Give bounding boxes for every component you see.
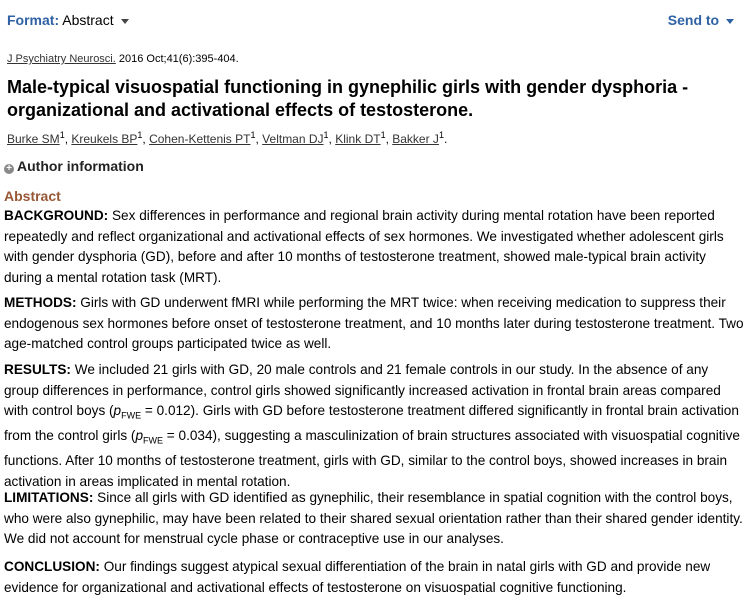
limitations-text: Since all girls with GD identified as gynephilic, their resemblance in spatial cognition with the control boys, who were also gynephilic, may have been related to their shared sexual orientation rather than their shared gender identity. We did not account for menstrual cycle phase or contraceptive use in our analyses. — [4, 490, 743, 546]
p-subscript: FWE — [121, 410, 142, 421]
journal-link[interactable]: J Psychiatry Neurosci. — [7, 53, 116, 65]
conclusion-text: Our findings suggest atypical sexual differentiation of the brain in natal girls with GD and provide new evidence for organizational and activational effects of testosterone on visuospatial cognitive functioning. — [4, 559, 711, 595]
abstract-limitations — [4, 488, 744, 550]
format-value[interactable]: Abstract — [62, 12, 114, 28]
caret-down-icon[interactable] — [726, 19, 734, 24]
background-text: Sex differences in performance and regional brain activity during mental rotation have been reported repeatedly and reflect organizational and activational effects of sex hormones. We investigated whether adolescent girls with gender dysphoria (GD), before and after 10 months of testosterone treatment, showed male-typical brain activity during a mental rotation task (MRT). — [4, 208, 724, 285]
author-information-toggle[interactable] — [4, 157, 144, 175]
p-symbol: p — [135, 428, 144, 444]
author-list: Burke $SM^1$, Kreukels $BP^1$, Cohen-Kettenis $PT^1$, Veltman $DJ^1$, Klink $DT^1$, Bakker $J^1$. — [7, 130, 448, 146]
abstract-results — [4, 360, 744, 492]
caret-down-icon[interactable] — [121, 19, 129, 24]
methods-text: Girls with GD underwent fMRI while performing the MRT twice: when receiving medication to suppress their endogenous sex hormones before onset of testosterone treatment, and 10 months later during testosterone treatment. Two age-matched control groups participated twice as well. — [4, 295, 744, 351]
author-affiliation: 1 — [250, 130, 256, 140]
author-link[interactable]: Cohen-Kettenis PT — [149, 132, 251, 146]
citation-details: 2016 Oct;41(6):395-404. — [115, 53, 239, 65]
send-to-label[interactable]: Send to — [667, 12, 720, 28]
author-affiliation: 1 — [59, 130, 65, 140]
abstract-background — [4, 206, 744, 288]
abstract-conclusion — [4, 557, 744, 598]
article-title: Male-typical visuospatial functioning in gynephilic girls with gender dysphoria - organizational and activational effects of testosterone. — [7, 77, 689, 120]
author-link[interactable]: Kreukels BP — [71, 132, 138, 146]
abstract-heading: Abstract — [4, 188, 61, 204]
send-to-button[interactable] — [668, 11, 734, 29]
format-label: Format: — [7, 12, 60, 28]
author-affiliation: 1 — [380, 130, 386, 140]
results-text-2: ). Girls with GD before testosterone treatment differed significantly in frontal brain activation from the control girls ( — [4, 403, 739, 444]
author-affiliation: 1 — [323, 130, 329, 140]
toolbar — [0, 0, 752, 40]
conclusion-label: CONCLUSION: — [4, 559, 100, 574]
author-information-label[interactable]: Author information — [17, 158, 144, 174]
methods-label: METHODS: — [4, 295, 77, 310]
author-affiliation: 1 — [438, 130, 444, 140]
results-text-3: ), suggesting a masculinization of brain structures associated with visuospatial cognitive functions. After 10 months of testosterone treatment, girls with GD, similar to the control boys, showed increases in brain activation in areas implicated in mental rotation. — [4, 428, 740, 489]
results-label: RESULTS: — [4, 362, 71, 377]
abstract-methods — [4, 293, 744, 355]
p-subscript: FWE — [143, 435, 164, 446]
format-selector[interactable] — [7, 11, 129, 29]
results-value-1: = 0.012 — [141, 403, 191, 418]
expand-plus-icon[interactable]: + — [4, 164, 14, 174]
limitations-label: LIMITATIONS: — [4, 490, 94, 505]
results-value-2: = 0.034 — [163, 428, 213, 444]
author-link[interactable]: Burke SM — [7, 132, 60, 146]
author-link[interactable]: Klink DT — [335, 132, 381, 146]
results-text-1: We included 21 girls with GD, 20 male controls and 21 female controls in our study. In the absence of any group differences in performance, control girls showed significantly increased activation in frontal brain areas compared with control boys ( — [4, 362, 721, 418]
p-symbol: p — [113, 403, 122, 418]
citation — [7, 52, 239, 66]
background-label: BACKGROUND: — [4, 208, 109, 223]
author-affiliation: 1 — [137, 130, 143, 140]
author-link[interactable]: Veltman DJ — [262, 132, 324, 146]
author-link[interactable]: Bakker J — [392, 132, 439, 146]
